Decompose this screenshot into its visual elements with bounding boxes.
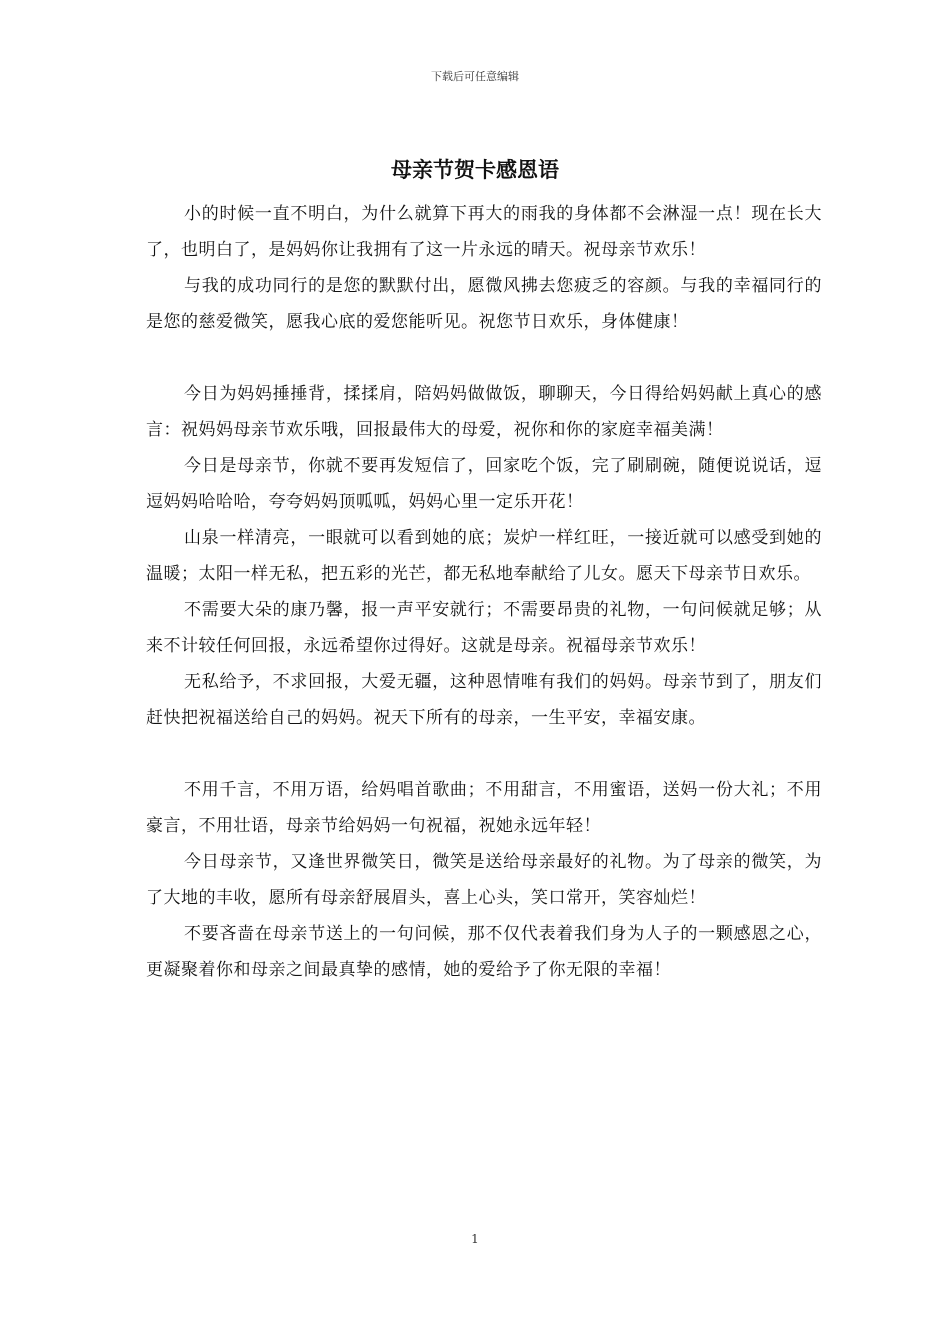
document-title: 母亲节贺卡感恩语 <box>391 157 559 182</box>
paragraph-7: 无私给予，不求回报，大爱无疆，这种恩情唯有我们的妈妈。母亲节到了，朋友们赶快把祝福送给自己的妈妈。祝天下所有的母亲，一生平安，幸福安康。 <box>146 672 822 728</box>
paragraph-9: 今日母亲节，又逢世界微笑日，微笑是送给母亲最好的礼物。为了母亲的微笑，为了大地的丰收，愿所有母亲舒展眉头，喜上心头，笑口常开，笑容灿烂！ <box>146 852 822 908</box>
paragraph-2: 与我的成功同行的是您的默默付出，愿微风拂去您疲乏的容颜。与我的幸福同行的是您的慈爱微笑，愿我心底的爱您能听见。祝您节日欢乐，身体健康！ <box>146 276 822 332</box>
paragraph-6: 不需要大朵的康乃馨，报一声平安就行；不需要昂贵的礼物，一句问候就足够；从来不计较任何回报，永远希望你过得好。这就是母亲。祝福母亲节欢乐！ <box>146 600 822 656</box>
paragraph-3: 今日为妈妈捶捶背，揉揉肩，陪妈妈做做饭，聊聊天，今日得给妈妈献上真心的感言：祝妈妈母亲节欢乐哦，回报最伟大的母爱，祝你和你的家庭幸福美满！ <box>146 384 822 440</box>
paragraph-10: 不要吝啬在母亲节送上的一句问候，那不仅代表着我们身为人子的一颗感恩之心，更凝聚着你和母亲之间最真挚的感情，她的爱给予了你无限的幸福！ <box>146 924 822 980</box>
page-number: 1 <box>471 1232 479 1246</box>
paragraph-spacer <box>146 736 822 772</box>
paragraph-8: 不用千言，不用万语，给妈唱首歌曲；不用甜言，不用蜜语，送妈一份大礼；不用豪言，不用壮语，母亲节给妈妈一句祝福，祝她永远年轻！ <box>146 780 822 836</box>
paragraph-4: 今日是母亲节，你就不要再发短信了，回家吃个饭，完了刷刷碗，随便说说话，逗逗妈妈哈哈哈，夸夸妈妈顶呱呱，妈妈心里一定乐开花！ <box>146 456 822 512</box>
page-header-note: 下载后可任意编辑 <box>431 70 519 83</box>
paragraph-5: 山泉一样清亮，一眼就可以看到她的底；炭炉一样红旺，一接近就可以感受到她的温暖；太阳一样无私，把五彩的光芒，都无私地奉献给了儿女。愿天下母亲节日欢乐。 <box>146 528 822 584</box>
paragraph-spacer <box>146 340 822 376</box>
paragraph-1: 小的时候一直不明白，为什么就算下再大的雨我的身体都不会淋湿一点！现在长大了，也明白了，是妈妈你让我拥有了这一片永远的晴天。祝母亲节欢乐！ <box>146 204 822 260</box>
document-body <box>146 196 822 988</box>
